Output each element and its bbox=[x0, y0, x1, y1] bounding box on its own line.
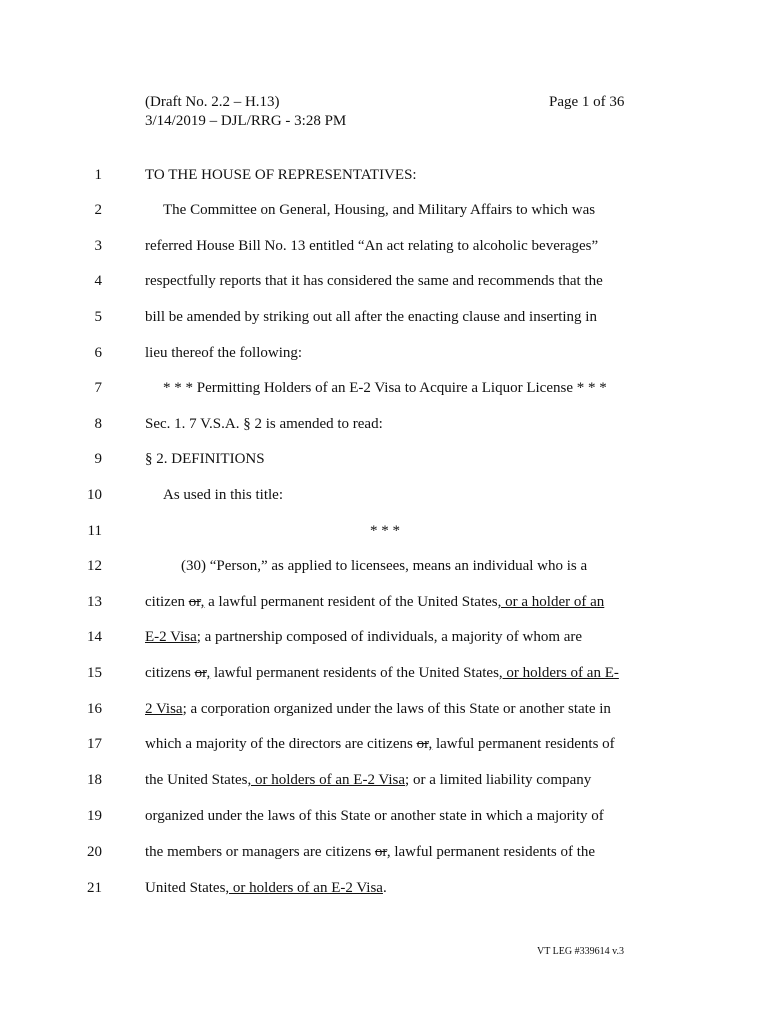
inserted-text: , or holders of an E- bbox=[498, 665, 619, 681]
line-number: 13 bbox=[87, 594, 102, 610]
document-line bbox=[0, 307, 770, 327]
line-text: United States, or holders of an E-2 Visa. bbox=[145, 880, 387, 896]
section-heading: * * * Permitting Holders of an E-2 Visa to Acquire a Liquor License * * * bbox=[163, 380, 607, 396]
document-line bbox=[0, 806, 770, 826]
inserted-text: , bbox=[200, 594, 205, 610]
line-text: TO THE HOUSE OF REPRESENTATIVES: bbox=[145, 167, 417, 183]
line-number: 5 bbox=[94, 309, 102, 325]
line-number: 4 bbox=[94, 273, 102, 289]
line-text: the United States, or holders of an E-2 Visa; or a limited liability company bbox=[145, 772, 592, 788]
inserted-text: 2 Visa bbox=[145, 701, 183, 717]
date-stamp: 3/14/2019 – DJL/RRG - 3:28 PM bbox=[145, 113, 347, 129]
line-number: 1 bbox=[94, 167, 102, 183]
line-text: Sec. 1. 7 V.S.A. § 2 is amended to read: bbox=[145, 416, 383, 432]
document-line bbox=[0, 770, 770, 790]
line-number: 18 bbox=[87, 772, 102, 788]
line-number: 19 bbox=[87, 808, 102, 824]
inserted-text: E-2 Visa bbox=[145, 629, 197, 645]
inserted-text: , bbox=[206, 665, 211, 681]
line-number: 8 bbox=[94, 416, 102, 432]
line-text: citizen or, a lawful permanent resident of the United States, or a holder of an bbox=[145, 594, 605, 610]
document-line bbox=[0, 842, 770, 862]
line-text: As used in this title: bbox=[163, 487, 283, 503]
line-number: 16 bbox=[87, 701, 102, 717]
document-line bbox=[0, 878, 770, 898]
document-line bbox=[0, 663, 770, 683]
line-number: 12 bbox=[87, 558, 102, 574]
document-line bbox=[0, 734, 770, 754]
document-line bbox=[0, 627, 770, 647]
document-line bbox=[0, 521, 770, 541]
line-number: 21 bbox=[87, 880, 102, 896]
document-line bbox=[0, 485, 770, 505]
line-number: 20 bbox=[87, 844, 102, 860]
line-number: 6 bbox=[94, 345, 102, 361]
inserted-text: , bbox=[428, 736, 433, 752]
line-text: (30) “Person,” as applied to licensees, means an individual who is a bbox=[181, 558, 588, 574]
line-text: bill be amended by striking out all after the enacting clause and inserting in bbox=[145, 309, 597, 325]
line-text: the members or managers are citizens or, lawful permanent residents of the bbox=[145, 844, 596, 860]
line-text: 2 Visa; a corporation organized under the laws of this State or another state in bbox=[145, 701, 611, 717]
document-line bbox=[0, 592, 770, 612]
document-line bbox=[0, 236, 770, 256]
line-text: The Committee on General, Housing, and Military Affairs to which was bbox=[163, 202, 596, 218]
line-number: 15 bbox=[87, 665, 102, 681]
document-line bbox=[0, 556, 770, 576]
deleted-text: or bbox=[374, 844, 387, 860]
document-header bbox=[145, 93, 346, 131]
section-break: * * * bbox=[370, 523, 400, 539]
line-text: § 2. DEFINITIONS bbox=[145, 451, 265, 467]
line-number: 10 bbox=[87, 487, 102, 503]
document-line bbox=[0, 271, 770, 291]
line-text: referred House Bill No. 13 entitled “An act relating to alcoholic beverages” bbox=[145, 238, 599, 254]
page-number: Page 1 of 36 bbox=[549, 94, 625, 110]
line-number: 11 bbox=[87, 523, 102, 539]
document-line bbox=[0, 165, 770, 185]
line-number: 2 bbox=[94, 202, 102, 218]
line-text: which a majority of the directors are citizens or, lawful permanent residents of bbox=[145, 736, 615, 752]
line-text: citizens or, lawful permanent residents of the United States, or holders of an E- bbox=[145, 665, 619, 681]
document-line bbox=[0, 378, 770, 398]
deleted-text: or bbox=[188, 594, 201, 610]
deleted-text: or bbox=[194, 665, 207, 681]
inserted-text: , or holders of an E-2 Visa bbox=[247, 772, 406, 788]
document-line bbox=[0, 449, 770, 469]
inserted-text: , or holders of an E-2 Visa bbox=[225, 880, 383, 896]
line-number: 17 bbox=[87, 736, 102, 752]
line-number: 3 bbox=[94, 238, 102, 254]
inserted-text: , bbox=[386, 844, 391, 860]
document-footer: VT LEG #339614 v.3 bbox=[537, 946, 624, 957]
line-text: lieu thereof the following: bbox=[145, 345, 303, 361]
line-text: respectfully reports that it has considered the same and recommends that the bbox=[145, 273, 603, 289]
document-line bbox=[0, 343, 770, 363]
inserted-text: , or a holder of an bbox=[497, 594, 605, 610]
document-line bbox=[0, 414, 770, 434]
line-number: 7 bbox=[94, 380, 102, 396]
line-number: 9 bbox=[94, 451, 102, 467]
document-line bbox=[0, 200, 770, 220]
line-number: 14 bbox=[87, 629, 102, 645]
deleted-text: or bbox=[416, 736, 429, 752]
line-text: organized under the laws of this State or another state in which a majority of bbox=[145, 808, 604, 824]
draft-number: (Draft No. 2.2 – H.13) bbox=[145, 94, 280, 110]
document-line bbox=[0, 699, 770, 719]
line-text: E-2 Visa; a partnership composed of individuals, a majority of whom are bbox=[145, 629, 583, 645]
